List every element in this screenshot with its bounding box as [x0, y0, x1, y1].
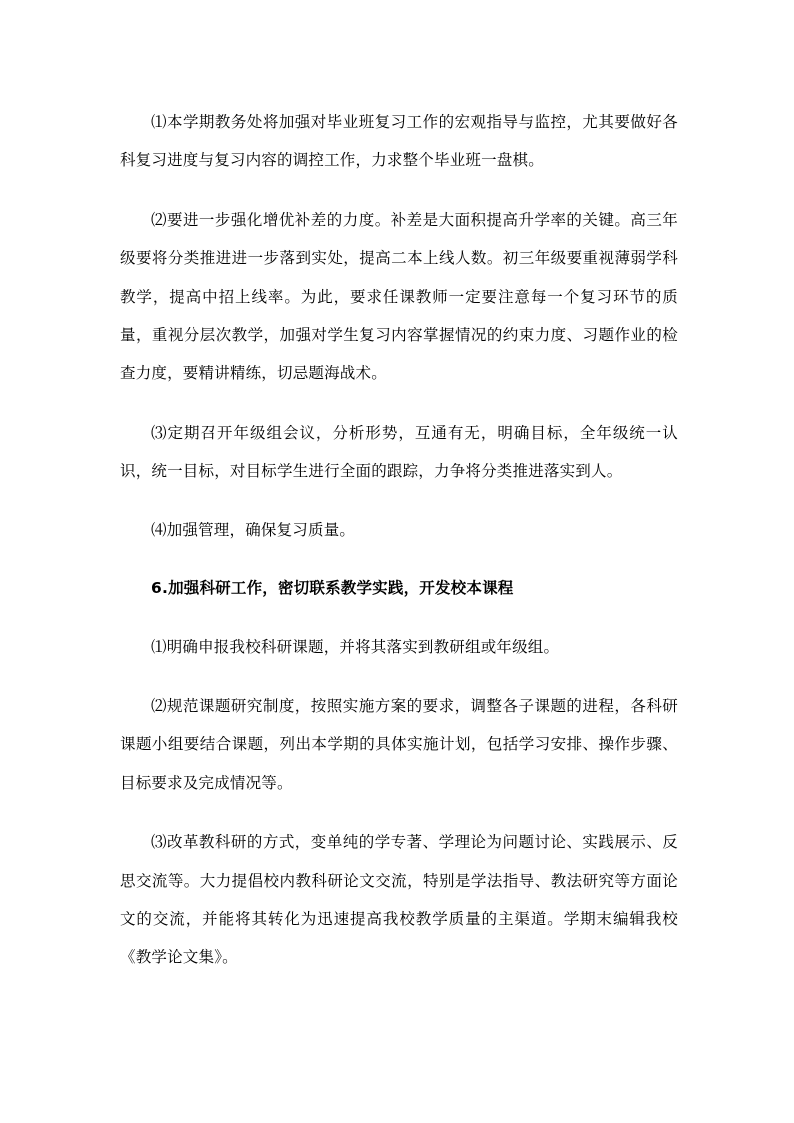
paragraph-3: ⑶定期召开年级组会议，分析形势，互通有无，明确目标，全年级统一认识，统一目标，对目标学生进行全面的跟踪，力争将分类推进落实到人。	[120, 423, 678, 481]
document-body	[120, 103, 678, 977]
paragraph-6: ⑵规范课题研究制度，按照实施方案的要求，调整各子课题的进程，各科研课题小组要结合课题，列出本学期的具体实施计划，包括学习安排、操作步骤、目标要求及完成情况等。	[120, 696, 678, 792]
paragraph-1: ⑴本学期教务处将加强对毕业班复习工作的宏观指导与监控，尤其要做好各科复习进度与复习内容的调控工作，力求整个毕业班一盘棋。	[120, 113, 678, 170]
paragraph-4: ⑷加强管理，确保复习质量。	[151, 520, 356, 539]
paragraph-5: ⑴明确申报我校科研课题，并将其落实到教研组或年级组。	[151, 638, 560, 657]
paragraph-7: ⑶改革教科研的方式，变单纯的学专著、学理论为问题讨论、实践展示、反思交流等。大力提倡校内教科研论文交流，特别是学法指导、教法研究等方面论文的交流，并能将其转化为迅速提高我校教学质量的主渠道。学期末编辑我校《教学论文集》。	[120, 833, 678, 967]
paragraph-2: ⑵要进一步强化增优补差的力度。补差是大面积提高升学率的关键。高三年级要将分类推进进一步落到实处，提高二本上线人数。初三年级要重视薄弱学科教学，提高中招上线率。为此，要求任课教师一定要注意每一个复习环节的质量，重视分层次教学，加强对学生复习内容掌握情况的约束力度、习题作业的检查力度，要精讲精练，切忌题海战术。	[120, 210, 678, 383]
section-heading: 6.加强科研工作，密切联系教学实践，开发校本课程	[151, 579, 514, 598]
